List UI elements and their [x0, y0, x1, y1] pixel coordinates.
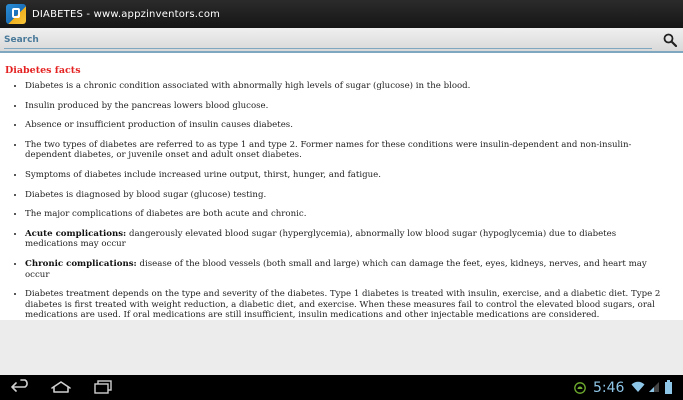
item-text: Absence or insufficient production of insulin causes diabetes.	[25, 120, 293, 131]
list-item	[25, 140, 663, 161]
search-input[interactable]	[4, 31, 652, 49]
content-area	[0, 53, 683, 320]
clock: 5:46	[593, 380, 625, 396]
list-item	[25, 209, 663, 220]
list-item	[25, 229, 663, 250]
signal-icon	[648, 381, 660, 393]
search-bar	[0, 28, 683, 53]
navigation-bar	[0, 375, 683, 400]
item-text: The major complications of diabetes are both acute and chronic.	[25, 209, 307, 220]
facts-list	[0, 81, 683, 320]
home-icon[interactable]	[50, 379, 72, 395]
item-bold-label: Chronic complications:	[25, 258, 137, 269]
list-item	[25, 120, 663, 131]
search-icon[interactable]	[663, 33, 677, 47]
list-item	[25, 259, 663, 280]
item-text: Symptoms of diabetes include increased urine output, thirst, hunger, and fatigue.	[25, 169, 381, 180]
item-text: Diabetes treatment depends on the type and severity of the diabetes. Type 1 diabetes is treated with insulin, exercise, and a diabetic diet. Type 2 diabetes is first treated with weight reduction, a diabetic diet, and exercise. When these measures fail to control the elevated blood sugars, oral medications are used. If oral medications are still insufficient, insulin medications and other injectable medications are considered.	[25, 289, 661, 320]
empty-area	[0, 320, 683, 375]
search-underline	[4, 48, 652, 49]
app-icon	[6, 4, 26, 24]
item-text: Diabetes is diagnosed by blood sugar (glucose) testing.	[25, 189, 267, 200]
list-item	[25, 101, 663, 112]
page-title: Diabetes facts	[5, 65, 81, 76]
item-text: The two types of diabetes are referred to as type 1 and type 2. Former names for these conditions were insulin-dependent and non-insulin-dependent diabetes, or juvenile onset and adult onset diabetes.	[25, 139, 632, 161]
battery-icon	[665, 380, 672, 394]
item-text: disease of the blood vessels (both small and large) which can damage the feet, eyes, kidneys, nerves, and heart may occur	[25, 258, 647, 280]
wifi-icon	[631, 381, 645, 393]
title-bar	[0, 0, 683, 28]
android-icon	[574, 382, 586, 394]
list-item	[25, 190, 663, 201]
list-item	[25, 170, 663, 181]
item-text: dangerously elevated blood sugar (hyperglycemia), abnormally low blood sugar (hypoglycemia) due to diabetes medications may occur	[25, 228, 617, 250]
back-icon[interactable]	[10, 379, 32, 395]
item-text: Diabetes is a chronic condition associated with abnormally high levels of sugar (glucose) in the blood.	[25, 81, 471, 91]
item-text: Insulin produced by the pancreas lowers blood glucose.	[25, 100, 269, 111]
list-item	[25, 289, 663, 320]
recent-apps-icon[interactable]	[92, 379, 114, 395]
window-title: DIABETES - www.appzinventors.com	[32, 8, 221, 20]
item-bold-label: Acute complications:	[25, 228, 127, 239]
list-item	[25, 81, 663, 92]
